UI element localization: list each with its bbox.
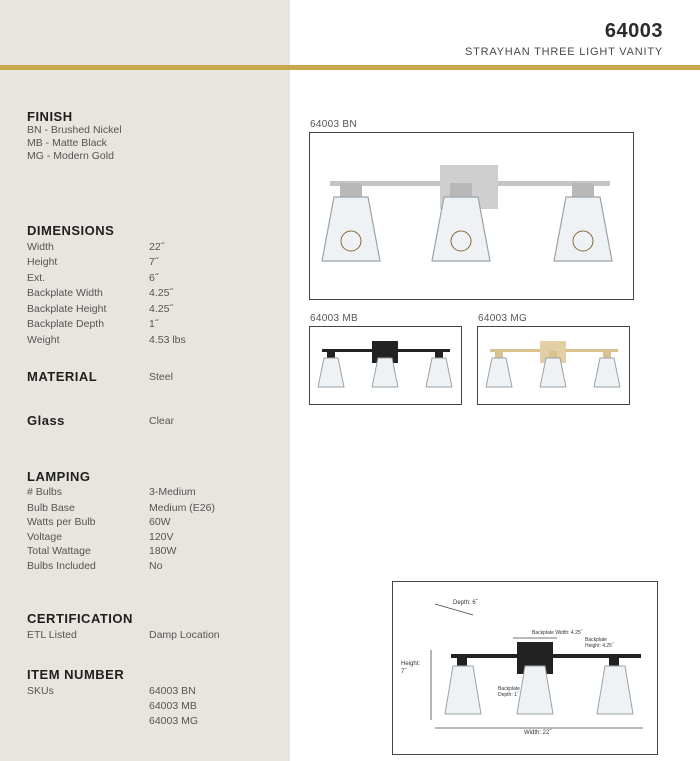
dimension-value: 1˝ (149, 318, 159, 330)
item-number-heading: ITEM NUMBER (27, 667, 125, 682)
certification-heading: CERTIFICATION (27, 611, 133, 626)
dimension-value: 4.25˝ (149, 303, 173, 315)
dimension-label: Backplate Depth (27, 318, 105, 330)
certification-label: ETL Listed (27, 629, 77, 641)
material-heading: MATERIAL (27, 369, 98, 384)
gold-divider (0, 65, 700, 70)
finish-item: MG - Modern Gold (27, 150, 114, 162)
lamping-label: Bulbs Included (27, 560, 96, 572)
sku: 64003 MG (149, 715, 199, 727)
model-number: 64003 (604, 20, 663, 42)
lamping-heading: LAMPING (27, 469, 91, 484)
lamping-label: Bulb Base (27, 502, 75, 514)
bn-product-image (309, 132, 634, 300)
backplate-depth-label-2: Depth: 1˝ (498, 692, 519, 698)
height-label-2: 7˝ (401, 669, 407, 675)
sku: 64003 MB (149, 700, 197, 712)
lamping-value: No (149, 560, 163, 572)
sku: 64003 BN (149, 685, 196, 697)
material-value: Steel (149, 371, 173, 383)
lamping-label: Voltage (27, 531, 63, 543)
width-label: Width: 22˝ (524, 730, 552, 736)
dimension-value: 7˝ (149, 256, 159, 268)
lamping-label: Total Wattage (27, 545, 91, 557)
glass-heading: Glass (27, 413, 65, 428)
dimension-value: 6˝ (149, 272, 159, 284)
lamping-value: 180W (149, 545, 177, 557)
dimension-label: Weight (27, 334, 60, 346)
lamping-value: 60W (149, 516, 171, 528)
lamping-value: 3-Medium (149, 486, 196, 498)
backplate-height-label-2: Height: 4.25˝ (585, 643, 614, 649)
lamping-value: Medium (E26) (149, 502, 215, 514)
skus-label: SKUs (27, 685, 54, 697)
backplate-height-label-1: Backplate (585, 637, 607, 643)
dimension-label: Backplate Height (27, 303, 107, 315)
lamping-label: Watts per Bulb (27, 516, 96, 528)
mg-product-image (477, 326, 630, 405)
finish-item: BN - Brushed Nickel (27, 124, 122, 136)
dimension-label: Backplate Width (27, 287, 103, 299)
dimension-value: 4.53 lbs (149, 334, 186, 346)
dimension-label: Height (27, 256, 58, 268)
dimension-label: Ext. (27, 272, 46, 284)
dimensions-heading: DIMENSIONS (27, 223, 115, 238)
bn-caption: 64003 BN (310, 119, 357, 130)
certification-value: Damp Location (149, 629, 220, 641)
glass-value: Clear (149, 415, 175, 427)
dimension-value: 4.25˝ (149, 287, 173, 299)
finish-heading: FINISH (27, 109, 73, 124)
mb-caption: 64003 MB (310, 313, 358, 324)
height-label-1: Height: (401, 661, 421, 667)
lamping-value: 120V (149, 531, 174, 543)
product-name: STRAYHAN THREE LIGHT VANITY (464, 46, 663, 58)
backplate-depth-label-1: Backplate (498, 686, 520, 692)
lamping-label: # Bulbs (27, 486, 63, 498)
depth-label: Depth: 6˝ (453, 600, 478, 606)
dimension-diagram (392, 581, 658, 755)
finish-item: MB - Matte Black (27, 137, 107, 149)
dimension-label: Width (27, 241, 54, 253)
dimension-value: 22˝ (149, 241, 165, 253)
backplate-width-label: Backplate Width: 4.25˝ (532, 630, 583, 636)
mb-product-image (309, 326, 462, 405)
mg-caption: 64003 MG (478, 313, 528, 324)
